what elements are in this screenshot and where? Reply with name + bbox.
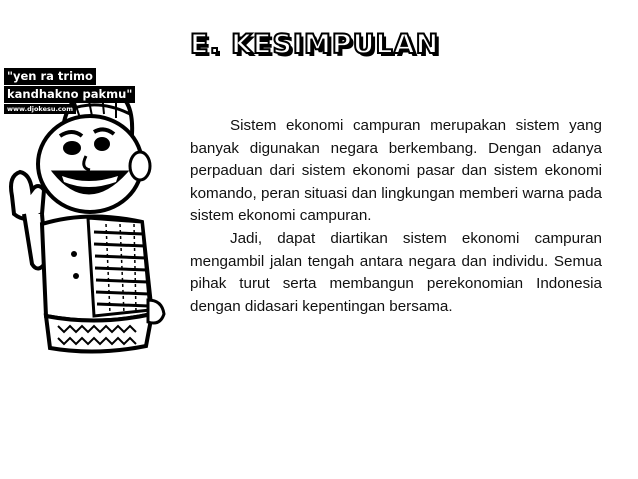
caption-line-2: kandhakno pakmu" [4, 86, 135, 103]
paragraph-1: Sistem ekonomi campuran merupakan sistem yang banyak digunakan negara berkembang. Dengan adanya perpaduan dari sistem ekonomi pasar dan sistem ekonomi komando, peran situasi dan lingkungan memberi warna pada sistem ekonomi campuran. [190, 117, 602, 225]
cartoon-caption [4, 68, 149, 114]
paragraph-2: Jadi, dapat diartikan sistem ekonomi campuran mengambil jalan tengah antara negara dan individu. Semua pihak turut serta membangun perekonomian Indonesia dengan didasari kepentingan bersama. [190, 229, 602, 315]
slide-title: E. KESIMPULAN [190, 29, 440, 60]
caption-url: www.djokesu.com [4, 104, 76, 114]
caption-line-1: "yen ra trimo [4, 68, 96, 85]
slide-body [190, 115, 602, 318]
